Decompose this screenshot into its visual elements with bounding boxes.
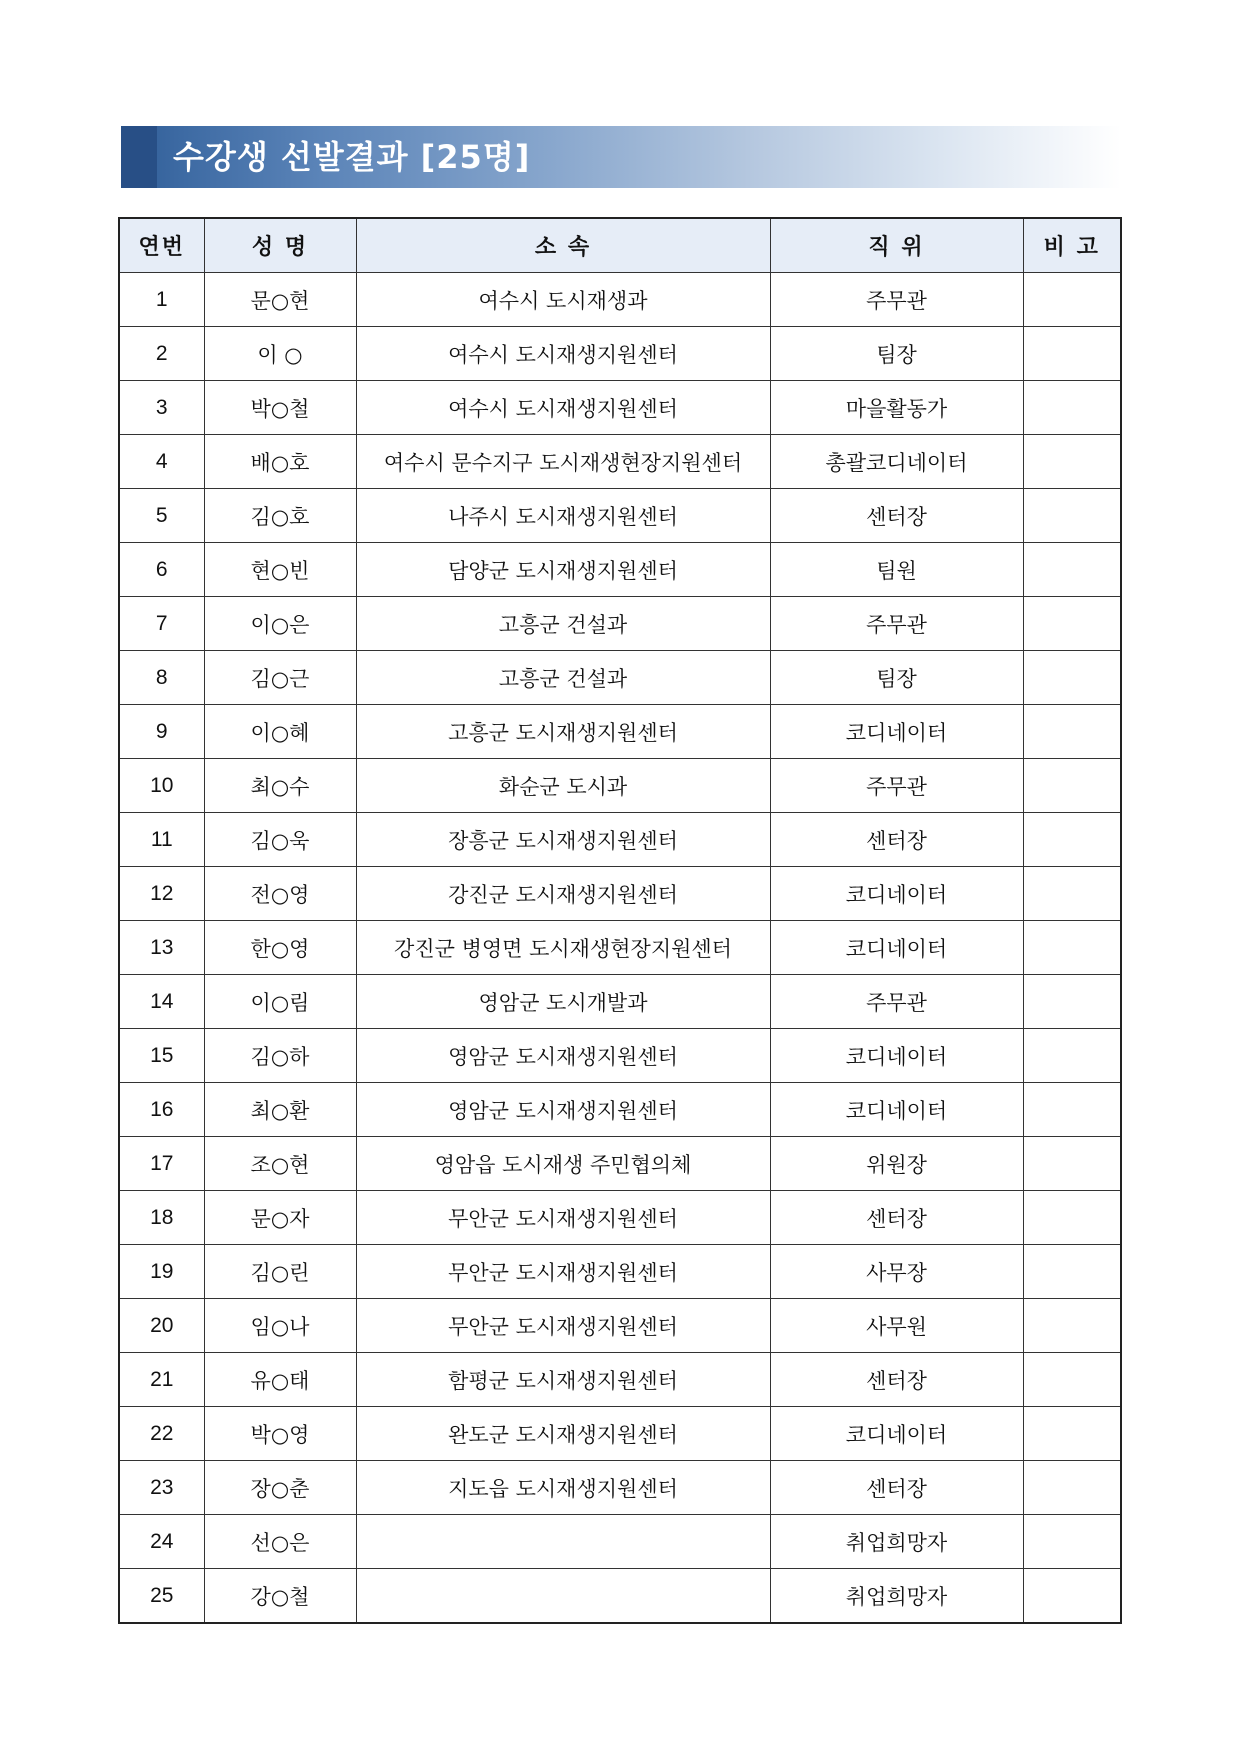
cell-note xyxy=(1023,1245,1121,1299)
cell-position: 팀원 xyxy=(770,543,1023,597)
cell-name: 이 ○ xyxy=(204,327,356,381)
cell-affiliation: 장흥군 도시재생지원센터 xyxy=(356,813,770,867)
cell-name: 현○빈 xyxy=(204,543,356,597)
cell-position: 마을활동가 xyxy=(770,381,1023,435)
header-position: 직 위 xyxy=(770,218,1023,273)
cell-position: 사무원 xyxy=(770,1299,1023,1353)
cell-number: 14 xyxy=(119,975,204,1029)
cell-number: 9 xyxy=(119,705,204,759)
cell-note xyxy=(1023,867,1121,921)
cell-name: 전○영 xyxy=(204,867,356,921)
cell-name: 임○나 xyxy=(204,1299,356,1353)
cell-number: 16 xyxy=(119,1083,204,1137)
table-row xyxy=(119,759,1121,813)
cell-number: 5 xyxy=(119,489,204,543)
cell-position: 위원장 xyxy=(770,1137,1023,1191)
cell-name: 최○환 xyxy=(204,1083,356,1137)
cell-name: 한○영 xyxy=(204,921,356,975)
cell-note xyxy=(1023,1353,1121,1407)
cell-name: 유○태 xyxy=(204,1353,356,1407)
cell-affiliation: 무안군 도시재생지원센터 xyxy=(356,1299,770,1353)
cell-name: 김○하 xyxy=(204,1029,356,1083)
cell-name: 문○자 xyxy=(204,1191,356,1245)
cell-position: 주무관 xyxy=(770,975,1023,1029)
cell-note xyxy=(1023,813,1121,867)
cell-name: 김○린 xyxy=(204,1245,356,1299)
table-row xyxy=(119,705,1121,759)
cell-name: 박○영 xyxy=(204,1407,356,1461)
cell-position: 취업희망자 xyxy=(770,1515,1023,1569)
cell-number: 17 xyxy=(119,1137,204,1191)
cell-note xyxy=(1023,273,1121,327)
cell-name: 김○근 xyxy=(204,651,356,705)
cell-number: 11 xyxy=(119,813,204,867)
cell-position: 주무관 xyxy=(770,273,1023,327)
table-row xyxy=(119,921,1121,975)
cell-affiliation: 고흥군 도시재생지원센터 xyxy=(356,705,770,759)
header-affiliation: 소 속 xyxy=(356,218,770,273)
cell-affiliation: 함평군 도시재생지원센터 xyxy=(356,1353,770,1407)
cell-position: 센터장 xyxy=(770,1353,1023,1407)
cell-name: 이○은 xyxy=(204,597,356,651)
cell-position: 코디네이터 xyxy=(770,1083,1023,1137)
cell-affiliation: 여수시 도시재생지원센터 xyxy=(356,381,770,435)
table-row xyxy=(119,1029,1121,1083)
cell-affiliation: 강진군 도시재생지원센터 xyxy=(356,867,770,921)
cell-number: 6 xyxy=(119,543,204,597)
table-row xyxy=(119,1461,1121,1515)
cell-affiliation: 여수시 도시재생과 xyxy=(356,273,770,327)
cell-note xyxy=(1023,1083,1121,1137)
table-row xyxy=(119,1245,1121,1299)
cell-note xyxy=(1023,327,1121,381)
cell-number: 4 xyxy=(119,435,204,489)
cell-name: 문○현 xyxy=(204,273,356,327)
table-row xyxy=(119,543,1121,597)
table-row xyxy=(119,1569,1121,1624)
cell-number: 3 xyxy=(119,381,204,435)
cell-position: 코디네이터 xyxy=(770,867,1023,921)
cell-name: 선○은 xyxy=(204,1515,356,1569)
cell-note xyxy=(1023,975,1121,1029)
table-row xyxy=(119,273,1121,327)
cell-affiliation: 영암읍 도시재생 주민협의체 xyxy=(356,1137,770,1191)
cell-position: 센터장 xyxy=(770,1191,1023,1245)
table-header xyxy=(119,218,1121,273)
cell-name: 박○철 xyxy=(204,381,356,435)
table-row xyxy=(119,327,1121,381)
title-accent-bar xyxy=(121,126,157,188)
cell-number: 24 xyxy=(119,1515,204,1569)
cell-number: 1 xyxy=(119,273,204,327)
cell-affiliation: 나주시 도시재생지원센터 xyxy=(356,489,770,543)
cell-position: 사무장 xyxy=(770,1245,1023,1299)
cell-note xyxy=(1023,705,1121,759)
table-row xyxy=(119,1407,1121,1461)
cell-note xyxy=(1023,381,1121,435)
cell-affiliation xyxy=(356,1515,770,1569)
cell-affiliation: 영암군 도시개발과 xyxy=(356,975,770,1029)
cell-name: 김○호 xyxy=(204,489,356,543)
cell-position: 코디네이터 xyxy=(770,1029,1023,1083)
cell-position: 센터장 xyxy=(770,489,1023,543)
table-row xyxy=(119,975,1121,1029)
cell-position: 팀장 xyxy=(770,651,1023,705)
cell-note xyxy=(1023,1191,1121,1245)
table-row xyxy=(119,597,1121,651)
cell-affiliation: 화순군 도시과 xyxy=(356,759,770,813)
header-name: 성 명 xyxy=(204,218,356,273)
table-body xyxy=(119,273,1121,1624)
table-row xyxy=(119,813,1121,867)
cell-number: 12 xyxy=(119,867,204,921)
cell-note xyxy=(1023,543,1121,597)
cell-affiliation: 고흥군 건설과 xyxy=(356,597,770,651)
cell-name: 이○림 xyxy=(204,975,356,1029)
table-row xyxy=(119,381,1121,435)
cell-note xyxy=(1023,921,1121,975)
cell-affiliation: 강진군 병영면 도시재생현장지원센터 xyxy=(356,921,770,975)
cell-number: 19 xyxy=(119,1245,204,1299)
cell-note xyxy=(1023,1137,1121,1191)
cell-number: 25 xyxy=(119,1569,204,1624)
cell-affiliation: 여수시 도시재생지원센터 xyxy=(356,327,770,381)
table-row xyxy=(119,1353,1121,1407)
cell-position: 취업희망자 xyxy=(770,1569,1023,1624)
cell-number: 10 xyxy=(119,759,204,813)
page-title: 수강생 선발결과 [25명] xyxy=(173,138,531,176)
header-number: 연번 xyxy=(119,218,204,273)
header-note: 비 고 xyxy=(1023,218,1121,273)
cell-number: 20 xyxy=(119,1299,204,1353)
cell-number: 7 xyxy=(119,597,204,651)
cell-position: 코디네이터 xyxy=(770,1407,1023,1461)
cell-name: 조○현 xyxy=(204,1137,356,1191)
cell-affiliation: 여수시 문수지구 도시재생현장지원센터 xyxy=(356,435,770,489)
cell-number: 13 xyxy=(119,921,204,975)
title-banner xyxy=(121,126,1121,188)
selection-results-table xyxy=(118,217,1122,1624)
cell-affiliation: 영암군 도시재생지원센터 xyxy=(356,1083,770,1137)
table-row xyxy=(119,1083,1121,1137)
header-row xyxy=(119,218,1121,273)
cell-affiliation: 담양군 도시재생지원센터 xyxy=(356,543,770,597)
table-row xyxy=(119,489,1121,543)
cell-name: 김○욱 xyxy=(204,813,356,867)
cell-affiliation: 무안군 도시재생지원센터 xyxy=(356,1191,770,1245)
cell-position: 센터장 xyxy=(770,1461,1023,1515)
cell-note xyxy=(1023,1461,1121,1515)
cell-position: 주무관 xyxy=(770,597,1023,651)
cell-number: 22 xyxy=(119,1407,204,1461)
cell-number: 2 xyxy=(119,327,204,381)
cell-note xyxy=(1023,489,1121,543)
cell-position: 센터장 xyxy=(770,813,1023,867)
cell-number: 15 xyxy=(119,1029,204,1083)
cell-note xyxy=(1023,1029,1121,1083)
cell-position: 주무관 xyxy=(770,759,1023,813)
cell-number: 23 xyxy=(119,1461,204,1515)
cell-name: 최○수 xyxy=(204,759,356,813)
cell-note xyxy=(1023,435,1121,489)
cell-affiliation: 영암군 도시재생지원센터 xyxy=(356,1029,770,1083)
cell-affiliation xyxy=(356,1569,770,1624)
table-row xyxy=(119,651,1121,705)
cell-position: 코디네이터 xyxy=(770,705,1023,759)
cell-note xyxy=(1023,1299,1121,1353)
cell-number: 8 xyxy=(119,651,204,705)
cell-affiliation: 지도읍 도시재생지원센터 xyxy=(356,1461,770,1515)
cell-note xyxy=(1023,759,1121,813)
cell-note xyxy=(1023,651,1121,705)
cell-position: 총괄코디네이터 xyxy=(770,435,1023,489)
table-row xyxy=(119,1515,1121,1569)
cell-note xyxy=(1023,1407,1121,1461)
table-row xyxy=(119,1299,1121,1353)
cell-position: 코디네이터 xyxy=(770,921,1023,975)
cell-number: 21 xyxy=(119,1353,204,1407)
cell-name: 이○혜 xyxy=(204,705,356,759)
cell-note xyxy=(1023,597,1121,651)
cell-affiliation: 무안군 도시재생지원센터 xyxy=(356,1245,770,1299)
cell-affiliation: 완도군 도시재생지원센터 xyxy=(356,1407,770,1461)
cell-note xyxy=(1023,1515,1121,1569)
cell-position: 팀장 xyxy=(770,327,1023,381)
cell-note xyxy=(1023,1569,1121,1624)
table-row xyxy=(119,1191,1121,1245)
cell-name: 강○철 xyxy=(204,1569,356,1624)
cell-name: 장○춘 xyxy=(204,1461,356,1515)
cell-name: 배○호 xyxy=(204,435,356,489)
cell-number: 18 xyxy=(119,1191,204,1245)
table-row xyxy=(119,867,1121,921)
table-row xyxy=(119,1137,1121,1191)
cell-affiliation: 고흥군 건설과 xyxy=(356,651,770,705)
table-row xyxy=(119,435,1121,489)
